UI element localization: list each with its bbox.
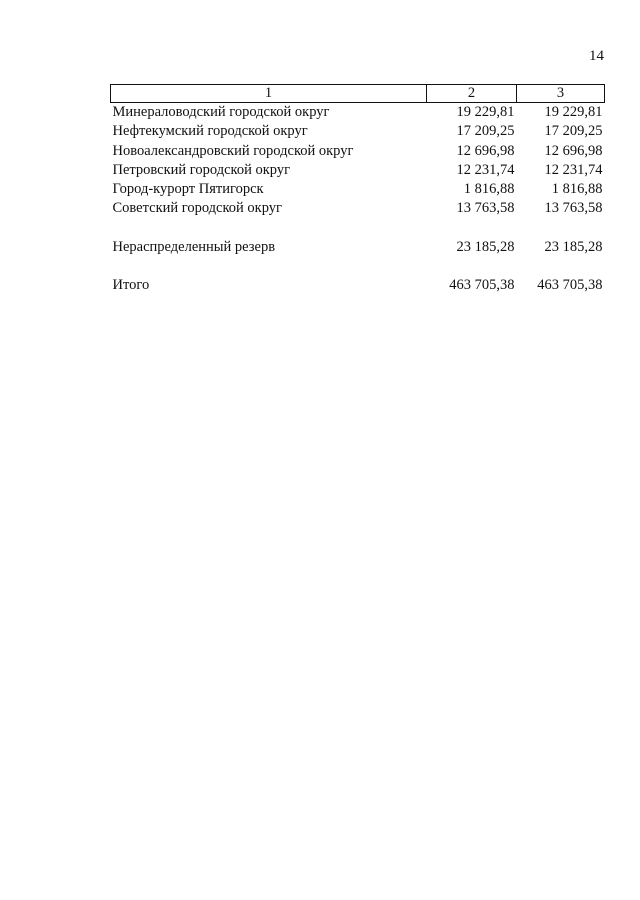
column-header-3: 3 (517, 85, 605, 103)
table-row (111, 161, 605, 180)
row-value-col2: 17 209,25 (456, 123, 515, 140)
reserve-value-col3: 23 185,28 (544, 238, 603, 255)
row-value-col2: 12 231,74 (456, 161, 515, 178)
row-value-col3: 12 696,98 (544, 142, 603, 159)
column-header-1: 1 (111, 85, 427, 103)
column-header-2: 2 (427, 85, 517, 103)
table-row (111, 122, 605, 141)
row-name: Нефтекумский городской округ (112, 123, 308, 140)
budget-table (110, 84, 605, 295)
table-header-row (111, 85, 605, 103)
reserve-name: Нераспределенный резерв (112, 238, 276, 255)
row-value-col3: 1 816,88 (551, 181, 603, 198)
row-name: Новоалександровский городской округ (112, 142, 354, 159)
total-name: Итого (112, 277, 150, 294)
spacer-row (111, 219, 605, 238)
table-row (111, 103, 605, 123)
total-value-col2: 463 705,38 (449, 277, 515, 294)
row-value-col3: 19 229,81 (544, 104, 603, 120)
spacer-row (111, 257, 605, 276)
row-value-col3: 13 763,58 (544, 200, 603, 217)
row-name: Советский городской округ (112, 200, 282, 217)
table-row (111, 180, 605, 199)
row-name: Город-курорт Пятигорск (112, 181, 264, 198)
row-name: Минераловодский городской округ (112, 104, 330, 120)
page-number: 14 (589, 48, 604, 64)
table-row (111, 199, 605, 218)
row-value-col2: 1 816,88 (463, 181, 515, 198)
row-value-col2: 12 696,98 (456, 142, 515, 159)
total-row (111, 276, 605, 295)
reserve-value-col2: 23 185,28 (456, 238, 515, 255)
row-value-col2: 19 229,81 (456, 104, 515, 120)
row-value-col3: 12 231,74 (544, 161, 603, 178)
total-value-col3: 463 705,38 (537, 277, 603, 294)
table-row (111, 142, 605, 161)
row-value-col3: 17 209,25 (544, 123, 603, 140)
row-name: Петровский городской округ (112, 161, 291, 178)
reserve-row (111, 238, 605, 257)
row-value-col2: 13 763,58 (456, 200, 515, 217)
